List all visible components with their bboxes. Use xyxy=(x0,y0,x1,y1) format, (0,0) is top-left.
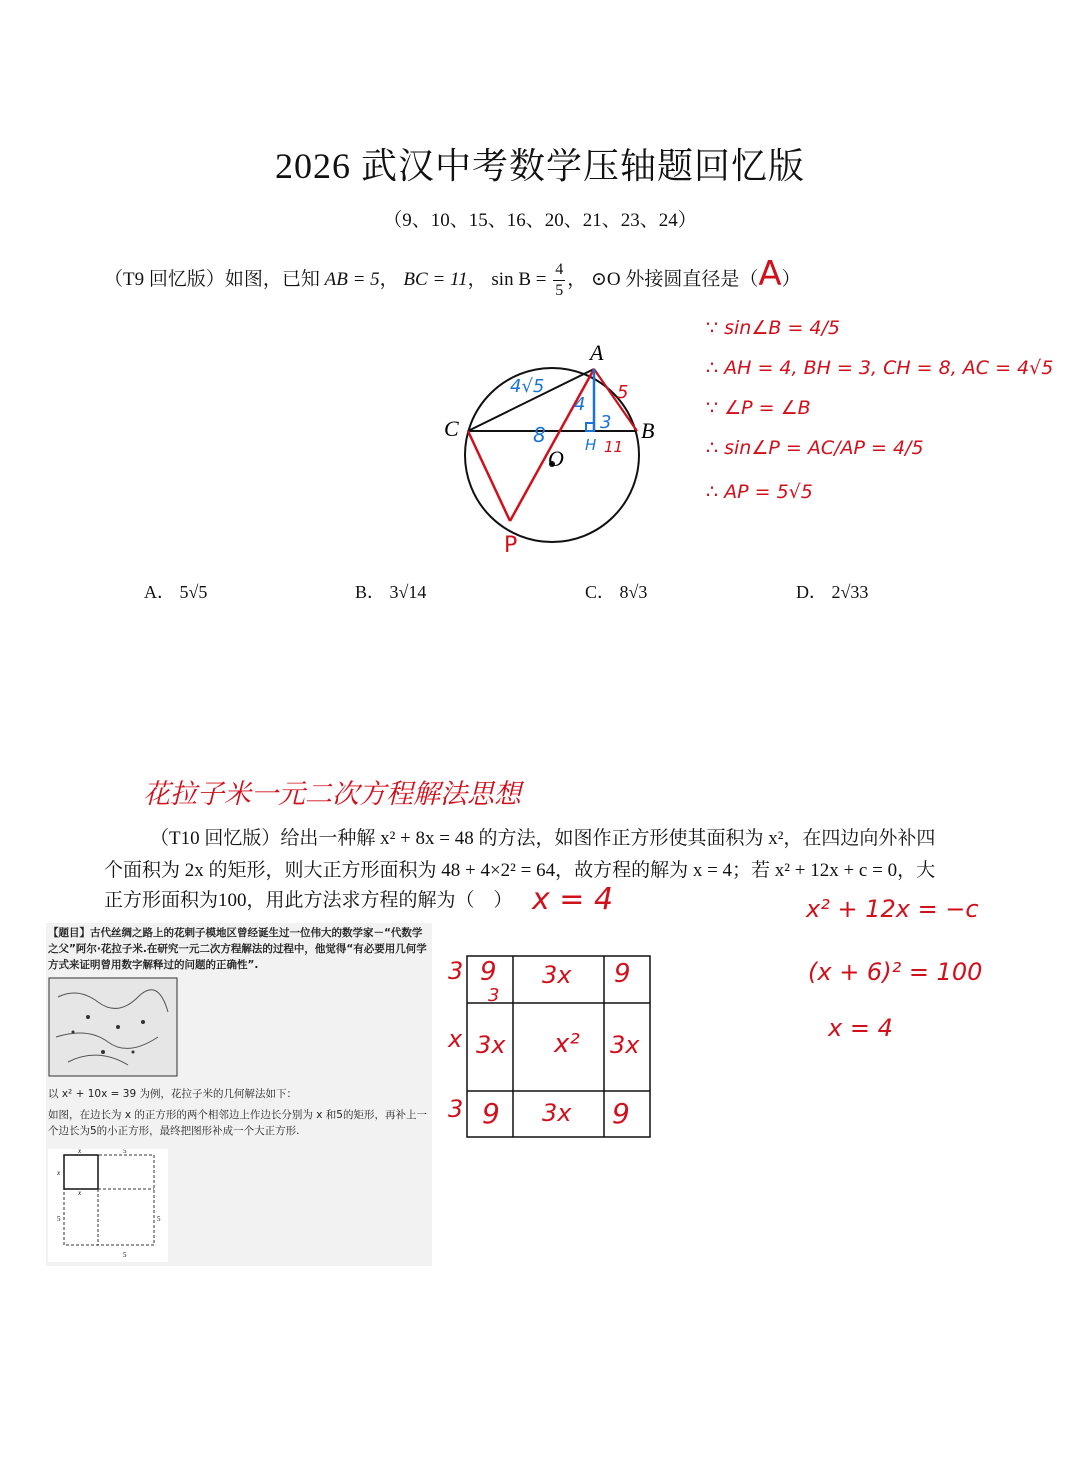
card-map-image xyxy=(48,977,178,1077)
grid-side-label-bot: 3 xyxy=(448,1095,464,1123)
q10-step-1: x² + 12x = −c xyxy=(806,895,979,923)
red-label-ab: 5 xyxy=(617,382,629,403)
q9-close: ） xyxy=(781,269,801,290)
q9-ab: AB = 5 xyxy=(324,269,380,290)
svg-text:x: x xyxy=(78,1189,82,1197)
blue-label-h: H xyxy=(585,436,597,454)
reference-card xyxy=(46,923,432,1266)
q9-note-4: ∴ sin∠P = AC/AP = 4/5 xyxy=(706,437,924,459)
q9-prefix: （T9 回忆版）如图，已知 xyxy=(104,269,320,290)
q9-option-a: A． 5√5 xyxy=(144,582,208,602)
card-text-3: 如图，在边长为 x 的正方形的两个相邻边上作边长分别为 x 和5的矩形，再补上一个边长为5的小正方形，最终把图形补成一个大正方形. xyxy=(48,1109,427,1137)
grid-extra: 3 xyxy=(488,985,500,1006)
svg-text:x: x xyxy=(57,1169,61,1177)
grid-cell-6: 3x xyxy=(610,1031,640,1059)
grid-cell-8: 3x xyxy=(542,1099,572,1127)
q10-line-1: （T10 回忆版）给出一种解 x² + 8x = 48 的方法，如图作正方形使其面积为 x²，在四边向外补四 xyxy=(150,828,936,849)
q9-bc: BC = 11 xyxy=(403,269,468,290)
blue-label-ac: 4√5 xyxy=(510,376,545,397)
q9-hand-notes xyxy=(706,312,1053,508)
q9-fraction-den: 5 xyxy=(555,282,564,300)
grid-cell-1: 9 xyxy=(480,957,497,987)
q10-step-3: x = 4 xyxy=(828,1014,893,1042)
q10-step-2: (x + 6)² = 100 xyxy=(808,958,983,986)
blue-label-ch: 8 xyxy=(533,423,546,447)
svg-text:5: 5 xyxy=(123,1251,127,1259)
q10-hand-answer: x = 4 xyxy=(532,882,614,917)
q9-suffix: ⊙O 外接圆直径是（ xyxy=(590,269,759,290)
q9-option-c: C． 8√3 xyxy=(585,582,648,602)
card-text-2: 以 x² + 10x = 39 为例，花拉子米的几何解法如下： xyxy=(48,1088,297,1100)
grid-cell-7: 9 xyxy=(482,1097,500,1130)
q9-option-d: D． 2√33 xyxy=(796,582,869,602)
page-subtitle: （9、10、15、16、20、21、23、24） xyxy=(383,210,697,231)
grid-cell-3: 9 xyxy=(614,959,631,989)
grid-side-label-top: 3 xyxy=(448,957,464,985)
q9-fraction-num: 4 xyxy=(553,262,565,281)
q9-hand-answer: A xyxy=(758,254,782,294)
q10-line-2: 个面积为 2x 的矩形，则大正方形面积为 48 + 4×2² = 64，故方程的解为 x = 4；若 x² + 12x + c = 0，大 xyxy=(104,860,936,881)
segment-cp xyxy=(468,431,510,521)
q9-note-2: ∴ AH = 4, BH = 3, CH = 8, AC = 4√5 xyxy=(706,357,1054,379)
svg-text:5: 5 xyxy=(57,1215,61,1223)
q10-grid-figure xyxy=(448,955,658,1138)
label-p: P xyxy=(504,533,518,558)
q9-note-5: ∴ AP = 5√5 xyxy=(706,481,813,503)
q10-line-3: 正方形面积为100，用此方法求方程的解为（ ） xyxy=(104,890,513,911)
q9-stem: （T9 回忆版）如图，已知 AB = 5， BC = 11， sin B = $\frac{4}{5}$ ， ⊙O 外接圆直径是（A） xyxy=(104,254,801,300)
card-square-figure xyxy=(48,1149,168,1262)
q9-option-b: B． 3√14 xyxy=(355,582,427,602)
grid-side-label-mid: x xyxy=(448,1025,463,1053)
svg-text:x: x xyxy=(78,1149,82,1155)
card-text-1: 【题目】古代丝绸之路上的花剌子模地区曾经诞生过一位伟大的数学家－“代数学之父”阿尔·花拉子米.在研究一元二次方程解法的过程中，他觉得“有必要用几何学方式来证明曾用数字解释过的问题的正确性”. xyxy=(48,927,427,971)
grid-cell-5: x² xyxy=(554,1029,580,1059)
svg-text:5: 5 xyxy=(123,1149,127,1155)
svg-text:5: 5 xyxy=(157,1215,161,1223)
page-title: 2026 武汉中考数学压轴题回忆版 xyxy=(274,146,805,186)
grid-cell-2: 3x xyxy=(542,961,572,989)
q9-sin-label: sin B = xyxy=(491,269,547,290)
label-c: C xyxy=(444,416,459,441)
blue-label-hb: 3 xyxy=(600,412,612,433)
q9-note-3: ∵ ∠P = ∠B xyxy=(706,397,811,419)
red-label-bc: 11 xyxy=(604,438,624,456)
q9-note-1: ∵ sin∠B = 4/5 xyxy=(706,317,840,339)
label-a: A xyxy=(590,340,604,365)
label-b: B xyxy=(641,418,655,443)
grid-cell-4: 3x xyxy=(476,1031,506,1059)
grid-cell-9: 9 xyxy=(612,1097,630,1130)
blue-label-ah: 4 xyxy=(574,394,586,415)
q9-fraction xyxy=(553,262,565,299)
q10-hand-heading: 花拉子米一元二次方程解法思想 xyxy=(143,779,521,810)
q9-circle-figure xyxy=(430,330,690,560)
label-o: O xyxy=(548,446,564,471)
